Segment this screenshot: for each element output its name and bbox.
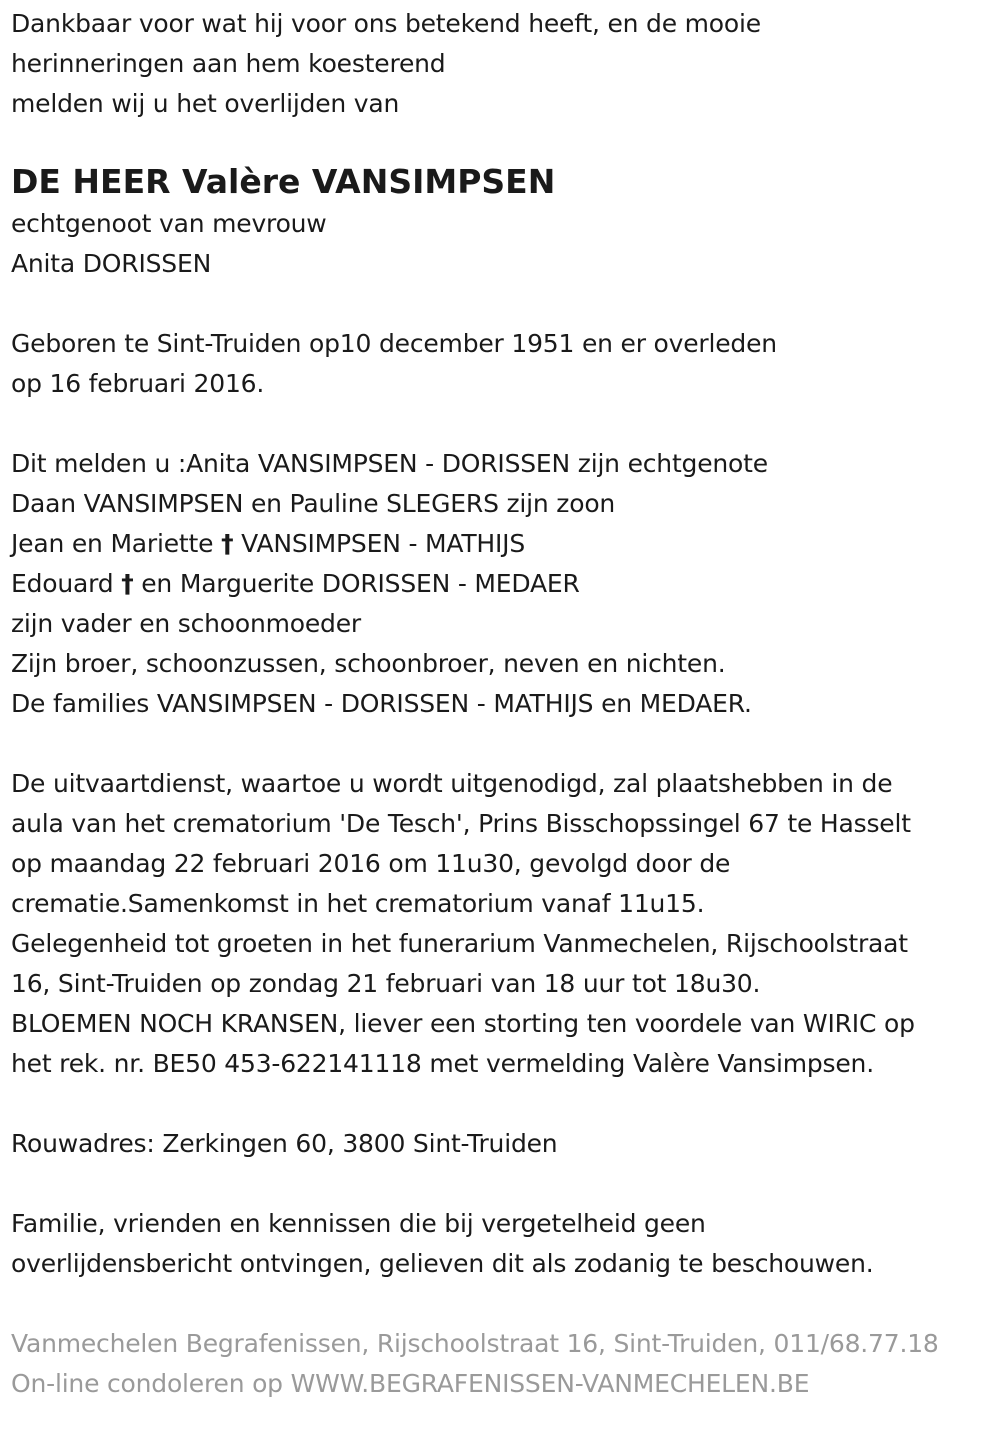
service-line: het rek. nr. BE50 453-622141118 met vermelding Valère Vansimpsen. — [11, 1049, 874, 1078]
spouse-line: echtgenoot van mevrouw — [11, 209, 327, 238]
condolence-website[interactable]: On-line condoleren op WWW.BEGRAFENISSEN-VANMECHELEN.BE — [11, 1369, 810, 1398]
mourning-address: Rouwadres: Zerkingen 60, 3800 Sint-Truiden — [11, 1129, 558, 1158]
family-text: VANSIMPSEN - MATHIJS — [233, 529, 526, 558]
birth-line: op 16 februari 2016. — [11, 369, 265, 398]
closing-line: overlijdensbericht ontvingen, gelieven dit als zodanig te beschouwen. — [11, 1249, 874, 1278]
family-line — [11, 564, 989, 604]
family-line: zijn vader en schoonmoeder — [11, 609, 361, 638]
closing-line: Familie, vrienden en kennissen die bij vergetelheid geen — [11, 1209, 706, 1238]
family-text: en Marguerite DORISSEN - MEDAER — [133, 569, 580, 598]
service-line: Gelegenheid tot groeten in het funerarium Vanmechelen, Rijschoolstraat — [11, 929, 908, 958]
service-line: De uitvaartdienst, waartoe u wordt uitgenodigd, zal plaatshebben in de — [11, 769, 893, 798]
spouse-section — [11, 204, 989, 284]
spouse-line: Anita DORISSEN — [11, 249, 212, 278]
intro-section — [11, 0, 989, 124]
intro-line: herinneringen aan hem koesterend — [11, 49, 446, 78]
funeral-home-info: Vanmechelen Begrafenissen, Rijschoolstraat 16, Sint-Truiden, 011/68.77.18 — [11, 1329, 939, 1358]
service-section — [11, 764, 989, 1084]
family-line — [11, 524, 989, 564]
birth-section — [11, 324, 989, 404]
service-line: aula van het crematorium 'De Tesch', Prins Bisschopssingel 67 te Hasselt — [11, 809, 911, 838]
service-line: crematie.Samenkomst in het crematorium vanaf 11u15. — [11, 889, 705, 918]
intro-line: Dankbaar voor wat hij voor ons betekend heeft, en de mooie — [11, 9, 761, 38]
family-line: De families VANSIMPSEN - DORISSEN - MATHIJS en MEDAER. — [11, 689, 752, 718]
service-line: BLOEMEN NOCH KRANSEN, liever een storting ten voordele van WIRIC op — [11, 1009, 915, 1038]
service-line: op maandag 22 februari 2016 om 11u30, gevolgd door de — [11, 849, 731, 878]
footer — [11, 1324, 989, 1404]
family-line: Zijn broer, schoonzussen, schoonbroer, neven en nichten. — [11, 649, 726, 678]
service-line: 16, Sint-Truiden op zondag 21 februari van 18 uur tot 18u30. — [11, 969, 761, 998]
family-text: Jean en Mariette — [11, 529, 222, 558]
family-line: Dit melden u :Anita VANSIMPSEN - DORISSEN zijn echtgenote — [11, 449, 768, 478]
birth-line: Geboren te Sint-Truiden op10 december 1951 en er overleden — [11, 329, 777, 358]
family-line: Daan VANSIMPSEN en Pauline SLEGERS zijn zoon — [11, 489, 616, 518]
intro-line: melden wij u het overlijden van — [11, 89, 400, 118]
cross-icon: † — [121, 569, 134, 598]
family-section — [11, 444, 989, 724]
family-text: Edouard — [11, 569, 122, 598]
closing-section — [11, 1204, 989, 1284]
cross-icon: † — [221, 529, 234, 558]
deceased-name: DE HEER Valère VANSIMPSEN — [11, 162, 556, 201]
